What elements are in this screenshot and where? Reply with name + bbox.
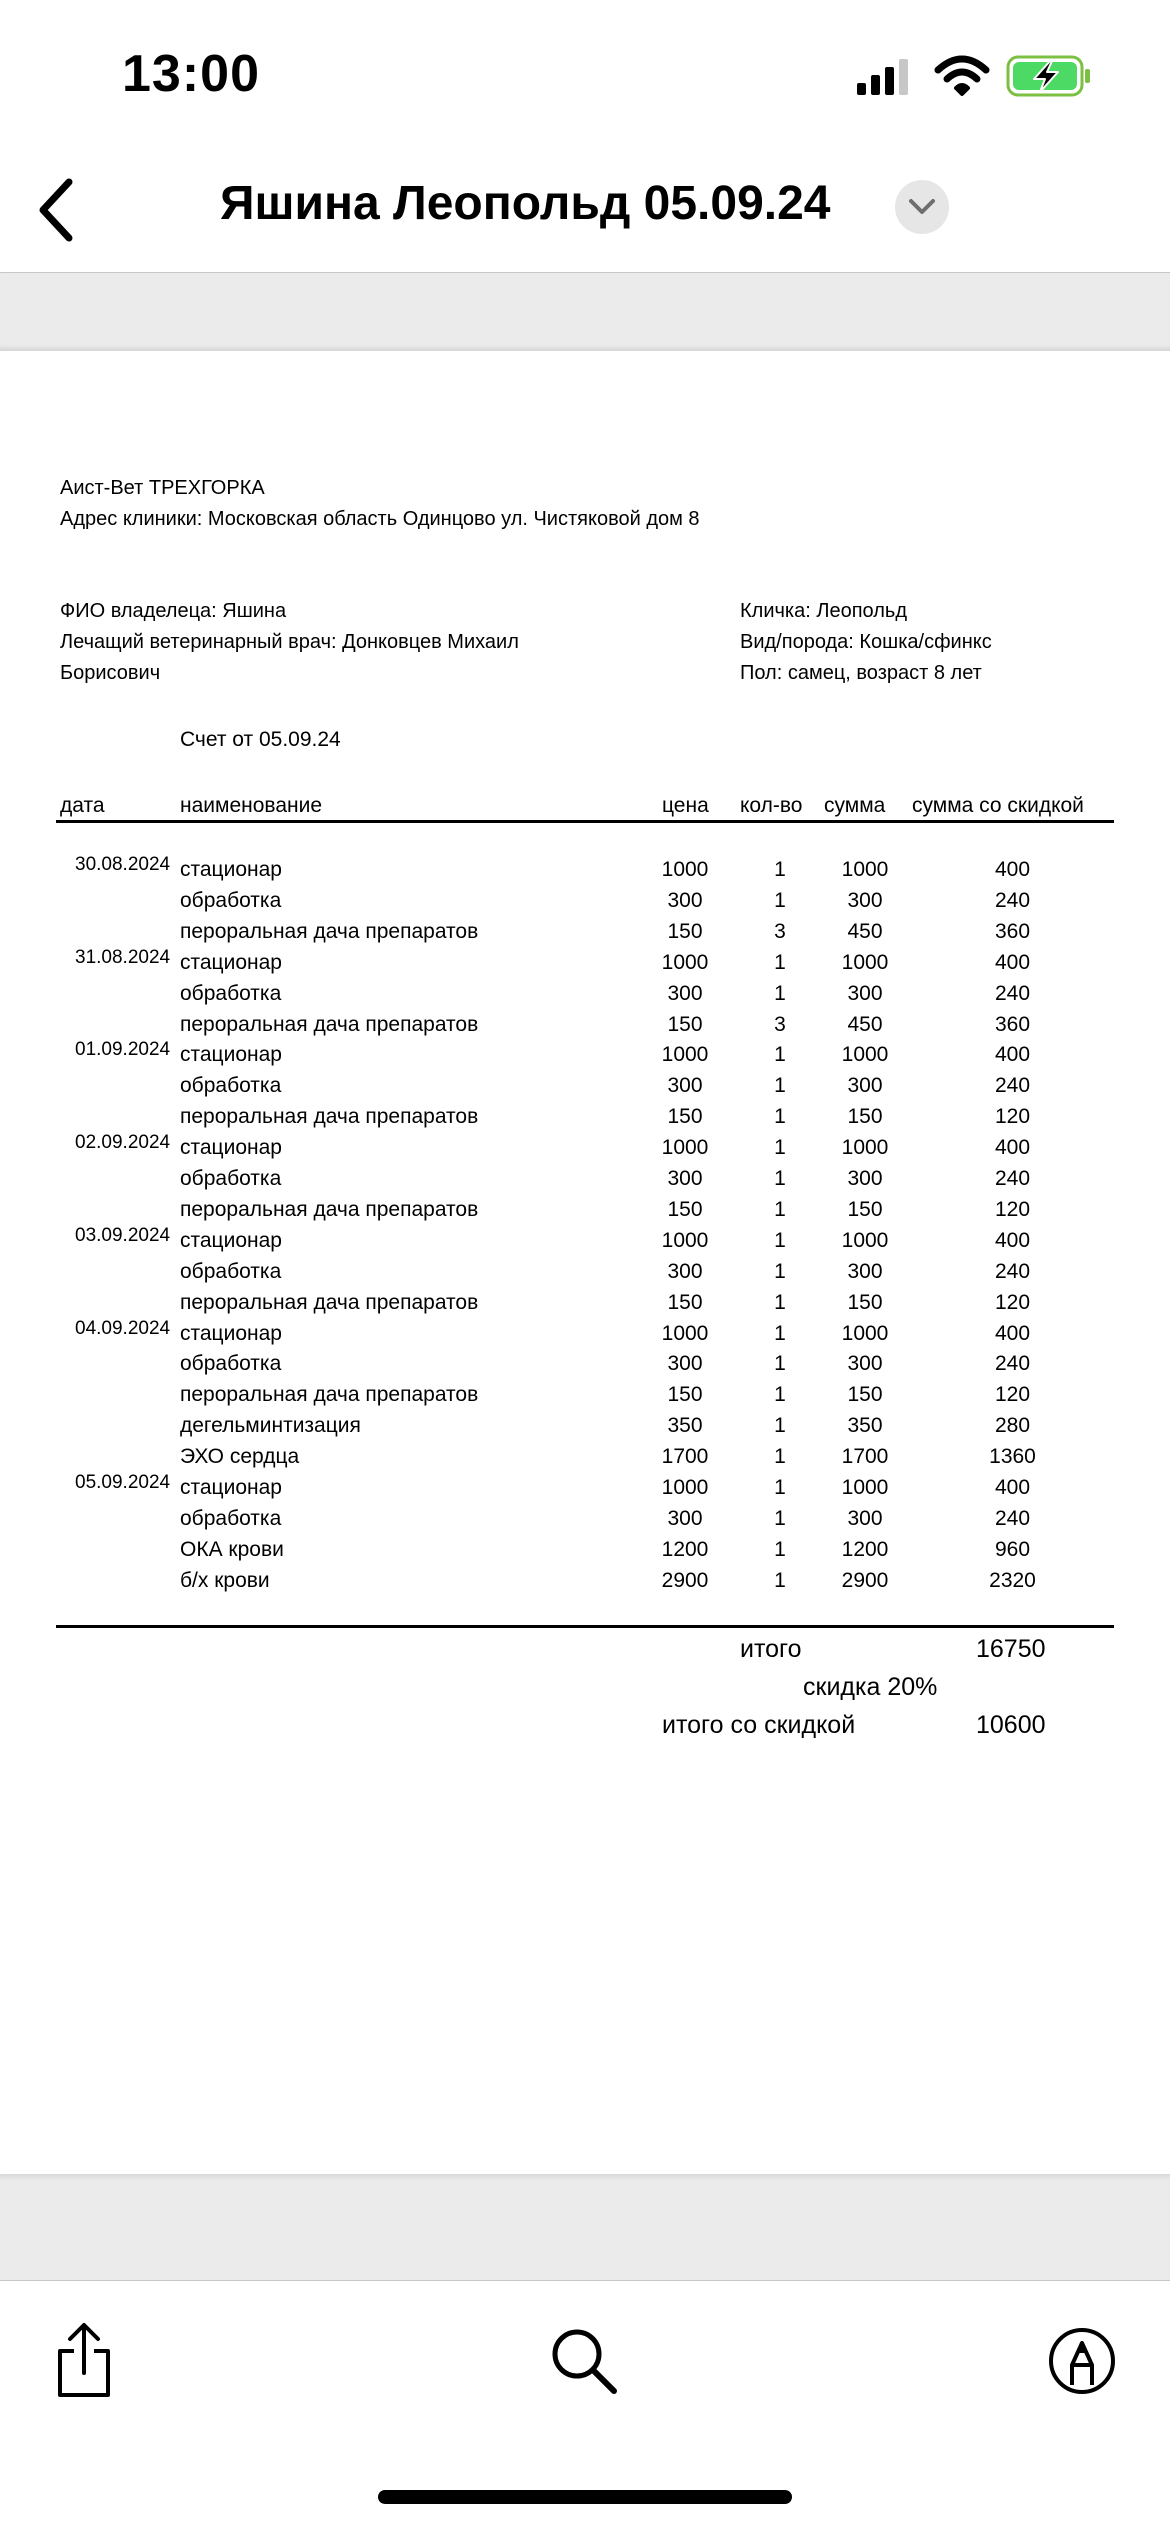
- row-service: обработка: [180, 1259, 282, 1283]
- row-service: ОКА крови: [180, 1537, 284, 1561]
- page-gap-top: [0, 273, 1170, 351]
- row-date: 04.09.2024: [75, 1317, 171, 1339]
- total-discount-label: итого со скидкой: [662, 1711, 856, 1739]
- row-service: пероральная дача препаратов: [180, 1197, 479, 1221]
- row-service: стационар: [180, 1476, 282, 1499]
- row-discount-sum: 400: [994, 950, 1031, 974]
- table-row: [0, 1538, 1170, 1569]
- row-service: обработка: [180, 888, 282, 912]
- row-discount-sum: 120: [994, 1383, 1031, 1407]
- chevron-left-icon: [35, 178, 75, 242]
- table-row: [0, 1260, 1170, 1291]
- page-gap-bottom: [0, 2174, 1170, 2281]
- row-qty: 1: [774, 1445, 786, 1469]
- row-sum: 1000: [841, 1476, 889, 1499]
- row-qty: 1: [774, 1506, 786, 1530]
- row-discount-sum: 1360: [989, 1445, 1036, 1469]
- row-price: 300: [667, 1506, 703, 1530]
- row-sum: 350: [847, 1414, 883, 1438]
- home-indicator: [378, 2490, 792, 2504]
- row-qty: 1: [774, 1228, 786, 1252]
- row-date: 01.09.2024: [75, 1039, 171, 1061]
- row-discount-sum: 960: [994, 1537, 1031, 1561]
- row-service: обработка: [180, 1352, 282, 1376]
- row-price: 300: [667, 1352, 703, 1376]
- header-sum: сумма: [824, 794, 886, 817]
- header-qty: кол-во: [740, 794, 803, 817]
- row-qty: 1: [774, 981, 786, 1005]
- table-row: [0, 889, 1170, 920]
- row-price: 2900: [661, 1568, 709, 1592]
- total-label: итого: [740, 1635, 802, 1663]
- row-service: обработка: [180, 1506, 282, 1530]
- row-sum: 150: [847, 1383, 883, 1407]
- row-discount-sum: 400: [994, 858, 1031, 881]
- wifi-icon: [934, 54, 990, 98]
- table-row: [0, 1383, 1170, 1414]
- row-date: 05.09.2024: [75, 1472, 171, 1493]
- row-sum: 300: [847, 1074, 883, 1098]
- header-date: дата: [60, 794, 105, 817]
- table-row: [0, 854, 1170, 889]
- row-service: б/х крови: [180, 1568, 270, 1592]
- status-bar: [0, 0, 1170, 150]
- row-service: пероральная дача препаратов: [180, 1105, 479, 1129]
- row-sum: 300: [847, 1259, 883, 1283]
- row-discount-sum: 240: [994, 1352, 1031, 1376]
- row-date: 30.08.2024: [75, 854, 171, 875]
- doctor-name-cont: Борисович: [60, 662, 161, 684]
- row-sum: 1700: [841, 1445, 889, 1469]
- row-qty: 1: [774, 1105, 786, 1129]
- row-qty: 1: [774, 1043, 786, 1067]
- row-discount-sum: 2320: [989, 1568, 1036, 1592]
- row-qty: 1: [774, 1568, 786, 1592]
- row-discount-sum: 400: [994, 1043, 1031, 1067]
- table-row: [0, 920, 1170, 951]
- document-page[interactable]: [0, 352, 1170, 2174]
- title-menu-button[interactable]: [895, 180, 949, 234]
- row-price: 300: [667, 1167, 703, 1190]
- row-discount-sum: 120: [994, 1290, 1031, 1314]
- row-price: 1000: [661, 950, 709, 974]
- row-discount-sum: 240: [994, 981, 1031, 1005]
- row-sum: 1000: [841, 1228, 889, 1252]
- row-service: обработка: [180, 1167, 282, 1190]
- header-discount-sum: сумма со скидкой: [912, 794, 1084, 817]
- row-sum: 1000: [841, 1321, 889, 1345]
- search-icon: [548, 2325, 620, 2397]
- row-sum: 2900: [841, 1568, 889, 1592]
- table-row: [0, 1472, 1170, 1507]
- row-discount-sum: 240: [994, 1167, 1031, 1190]
- row-price: 150: [667, 919, 703, 943]
- row-price: 1000: [661, 1476, 709, 1499]
- row-sum: 1000: [841, 858, 889, 881]
- search-button[interactable]: [544, 2321, 624, 2401]
- table-row: [0, 1224, 1170, 1260]
- row-sum: 300: [847, 1167, 883, 1190]
- row-price: 150: [667, 1105, 703, 1129]
- row-sum: 450: [847, 1012, 883, 1036]
- row-price: 300: [667, 981, 703, 1005]
- document-title: Яшина Леопольд 05.09.24: [220, 177, 831, 230]
- row-discount-sum: 360: [994, 1012, 1031, 1036]
- row-qty: 1: [774, 950, 786, 974]
- row-price: 300: [667, 888, 703, 912]
- row-qty: 1: [774, 1352, 786, 1376]
- row-sum: 450: [847, 919, 883, 943]
- total-discount-value: 10600: [976, 1711, 1046, 1739]
- row-discount-sum: 400: [994, 1321, 1031, 1345]
- cellular-signal-icon: [855, 57, 915, 97]
- share-button[interactable]: [44, 2321, 124, 2401]
- row-service: стационар: [180, 1136, 282, 1160]
- table-top-rule: [56, 820, 1114, 823]
- discount-label: скидка 20%: [803, 1673, 938, 1701]
- row-date: 03.09.2024: [75, 1224, 171, 1246]
- table-row: [0, 1445, 1170, 1476]
- row-sum: 150: [847, 1290, 883, 1314]
- row-service: пероральная дача препаратов: [180, 919, 479, 943]
- table-row: [0, 946, 1170, 982]
- row-price: 350: [667, 1414, 703, 1438]
- markup-button[interactable]: [1042, 2321, 1122, 2401]
- table-row: [0, 982, 1170, 1013]
- row-discount-sum: 400: [994, 1476, 1031, 1499]
- row-service: пероральная дача препаратов: [180, 1383, 479, 1407]
- row-sum: 1000: [841, 1043, 889, 1067]
- row-price: 1200: [661, 1537, 709, 1561]
- row-qty: 1: [774, 1476, 786, 1499]
- row-discount-sum: 400: [994, 1136, 1031, 1160]
- row-sum: 1000: [841, 1136, 889, 1160]
- share-icon: [52, 2321, 116, 2401]
- pet-name: Кличка: Леопольд: [740, 600, 907, 622]
- table-row: [0, 1291, 1170, 1322]
- row-qty: 1: [774, 1290, 786, 1314]
- row-price: 300: [667, 1259, 703, 1283]
- row-service: пероральная дача препаратов: [180, 1012, 479, 1036]
- row-price: 1000: [661, 1043, 709, 1067]
- owner-name: ФИО владелеца: Яшина: [60, 600, 287, 622]
- table-bottom-rule: [56, 1625, 1114, 1628]
- row-price: 150: [667, 1197, 703, 1221]
- row-price: 1000: [661, 858, 709, 881]
- row-qty: 1: [774, 1383, 786, 1407]
- row-qty: 1: [774, 1259, 786, 1283]
- row-service: стационар: [180, 1228, 282, 1252]
- table-row: [0, 1352, 1170, 1383]
- row-sum: 1200: [841, 1537, 889, 1561]
- table-row: [0, 1074, 1170, 1105]
- row-service: стационар: [180, 1043, 282, 1067]
- row-discount-sum: 240: [994, 888, 1031, 912]
- chevron-down-icon: [908, 198, 936, 216]
- row-qty: 1: [774, 1136, 786, 1160]
- table-row: [0, 1039, 1170, 1074]
- doctor-name: Лечащий ветеринарный врач: Донковцев Михаил: [60, 631, 519, 653]
- pet-species: Вид/порода: Кошка/сфинкс: [740, 631, 992, 653]
- row-qty: 1: [774, 1167, 786, 1190]
- markup-icon: [1046, 2325, 1118, 2397]
- row-sum: 150: [847, 1197, 883, 1221]
- table-row: [0, 1198, 1170, 1229]
- row-service: ЭХО сердца: [180, 1445, 300, 1469]
- header-price: цена: [662, 794, 709, 817]
- clinic-address: Адрес клиники: Московская область Одинцово ул. Чистяковой дом 8: [60, 508, 700, 530]
- row-price: 150: [667, 1290, 703, 1314]
- row-qty: 1: [774, 1197, 786, 1221]
- table-row: [0, 1317, 1170, 1353]
- row-date: 31.08.2024: [75, 946, 171, 968]
- row-service: обработка: [180, 981, 282, 1005]
- row-discount-sum: 400: [994, 1228, 1031, 1252]
- row-price: 1700: [661, 1445, 709, 1469]
- table-row: [0, 1013, 1170, 1044]
- row-service: обработка: [180, 1074, 282, 1098]
- row-discount-sum: 240: [994, 1259, 1031, 1283]
- navigation-bar: [0, 150, 1170, 273]
- row-qty: 1: [774, 1414, 786, 1438]
- row-qty: 3: [774, 1012, 786, 1036]
- row-qty: 1: [774, 888, 786, 912]
- row-price: 150: [667, 1383, 703, 1407]
- back-button[interactable]: [20, 170, 90, 250]
- row-service: пероральная дача препаратов: [180, 1290, 479, 1314]
- row-sum: 300: [847, 1506, 883, 1530]
- status-time: 13:00: [122, 45, 260, 103]
- row-discount-sum: 120: [994, 1197, 1031, 1221]
- row-discount-sum: 360: [994, 919, 1031, 943]
- row-discount-sum: 240: [994, 1074, 1031, 1098]
- header-name: наименование: [180, 794, 323, 817]
- row-service: стационар: [180, 950, 282, 974]
- row-price: 1000: [661, 1321, 709, 1345]
- row-date: 02.09.2024: [75, 1132, 171, 1154]
- total-value: 16750: [976, 1635, 1046, 1663]
- table-row: [0, 1414, 1170, 1445]
- row-price: 1000: [661, 1136, 709, 1160]
- row-price: 150: [667, 1012, 703, 1036]
- table-row: [0, 1167, 1170, 1198]
- invoice-title: Счет от 05.09.24: [180, 728, 341, 751]
- row-sum: 300: [847, 981, 883, 1005]
- row-discount-sum: 120: [994, 1105, 1031, 1129]
- row-discount-sum: 280: [994, 1414, 1031, 1438]
- row-sum: 300: [847, 888, 883, 912]
- row-sum: 150: [847, 1105, 883, 1129]
- pet-sex-age: Пол: самец, возраст 8 лет: [740, 662, 982, 684]
- row-qty: 3: [774, 919, 786, 943]
- table-row: [0, 1105, 1170, 1136]
- battery-charging-icon: [1006, 55, 1092, 97]
- row-service: дегельминтизация: [180, 1414, 361, 1438]
- row-price: 1000: [661, 1228, 709, 1252]
- table-row: [0, 1569, 1170, 1600]
- row-qty: 1: [774, 858, 786, 881]
- row-qty: 1: [774, 1537, 786, 1561]
- row-qty: 1: [774, 1074, 786, 1098]
- table-row: [0, 1507, 1170, 1538]
- table-row: [0, 1132, 1170, 1167]
- row-sum: 1000: [841, 950, 889, 974]
- clinic-name: Аист-Вет ТРЕХГОРКА: [60, 477, 265, 499]
- row-service: стационар: [180, 858, 282, 881]
- row-discount-sum: 240: [994, 1506, 1031, 1530]
- row-price: 300: [667, 1074, 703, 1098]
- row-service: стационар: [180, 1321, 282, 1345]
- row-qty: 1: [774, 1321, 786, 1345]
- row-sum: 300: [847, 1352, 883, 1376]
